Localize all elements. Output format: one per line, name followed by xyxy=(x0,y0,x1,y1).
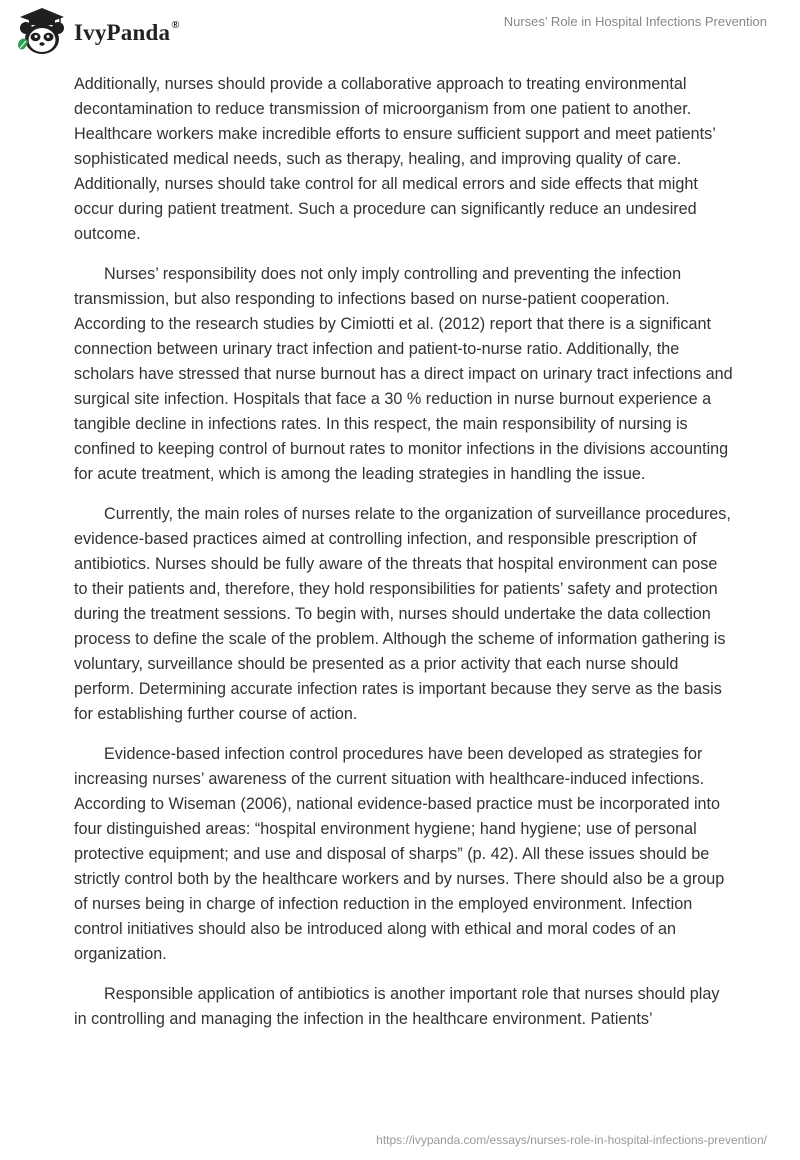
essay-body xyxy=(74,72,734,1047)
panda-graduate-icon xyxy=(14,6,70,58)
document-title: Nurses’ Role in Hospital Infections Prevention xyxy=(503,14,767,29)
paragraph-1: Additionally, nurses should provide a collaborative approach to treating environmental decontamination to reduce transmission of microorganism from one patient to another. Healthcare workers make incredible efforts to ensure sufficient support and meet patients’ sophisticated medical needs, such as therapy, healing, and improving quality of care. Additionally, nurses should take control for all medical errors and side effects that might occur during patient treatment. Such a procedure can significantly reduce an undesired outcome. xyxy=(74,75,716,243)
paragraph-2: Nurses’ responsibility does not only imply controlling and preventing the infection transmission, but also responding to infections based on nurse-patient cooperation. According to the research studies by Cimiotti et al. (2012) report that there is a significant connection between urinary tract infection and patient-to-nurse ratio. Additionally, the scholars have stressed that nurse burnout has a direct impact on urinary tract infections and surgical site infection. Hospitals that face a 30 % reduction in nurse burnout experience a tangible decline in infections rates. In this respect, the main responsibility of nursing is confined to keeping control of burnout rates to monitor infections in the divisions accounting for acute treatment, which is among the leading strategies in handling the issue. xyxy=(74,265,733,483)
paragraph-3: Currently, the main roles of nurses relate to the organization of surveillance procedures, evidence-based practices aimed at controlling infection, and responsible prescription of antibiotics. Nurses should be fully aware of the threats that hospital environment can pose to their patients and, therefore, they hold responsibilities for patients’ safety and protection during the treatment sessions. To begin with, nurses should undertake the data collection process to define the scale of the problem. Although the scheme of information gathering is voluntary, surveillance should be presented as a prior activity that each nurse should perform. Determining accurate infection rates is important because they serve as the basis for establishing further course of action. xyxy=(74,505,731,723)
page-header xyxy=(0,0,800,70)
logo-wordmark xyxy=(74,20,180,46)
logo-name: IvyPanda xyxy=(74,20,171,45)
ivypanda-logo-link[interactable] xyxy=(14,6,180,58)
paragraph-5: Responsible application of antibiotics is another important role that nurses should play in controlling and managing the infection in the healthcare environment. Patients’ xyxy=(74,985,720,1028)
paragraph-4: Evidence-based infection control procedures have been developed as strategies for increasing nurses’ awareness of the current situation with healthcare-induced infections. According to Wiseman (2006), national evidence-based practice must be incorporated into four distinguished areas: “hospital environment hygiene; hand hygiene; use of personal protective equipment; and use and disposal of sharps” (p. 42). All these issues should be strictly control both by the healthcare workers and by nurses. There should also be a group of nurses being in charge of infection reduction in the employed environment. Infection control initiatives should also be introduced along with ethical and moral codes of an organization. xyxy=(74,745,725,963)
registered-mark: ® xyxy=(171,19,180,32)
source-url-link[interactable]: https://ivypanda.com/essays/nurses-role-in-hospital-infections-prevention/ xyxy=(376,1133,767,1147)
